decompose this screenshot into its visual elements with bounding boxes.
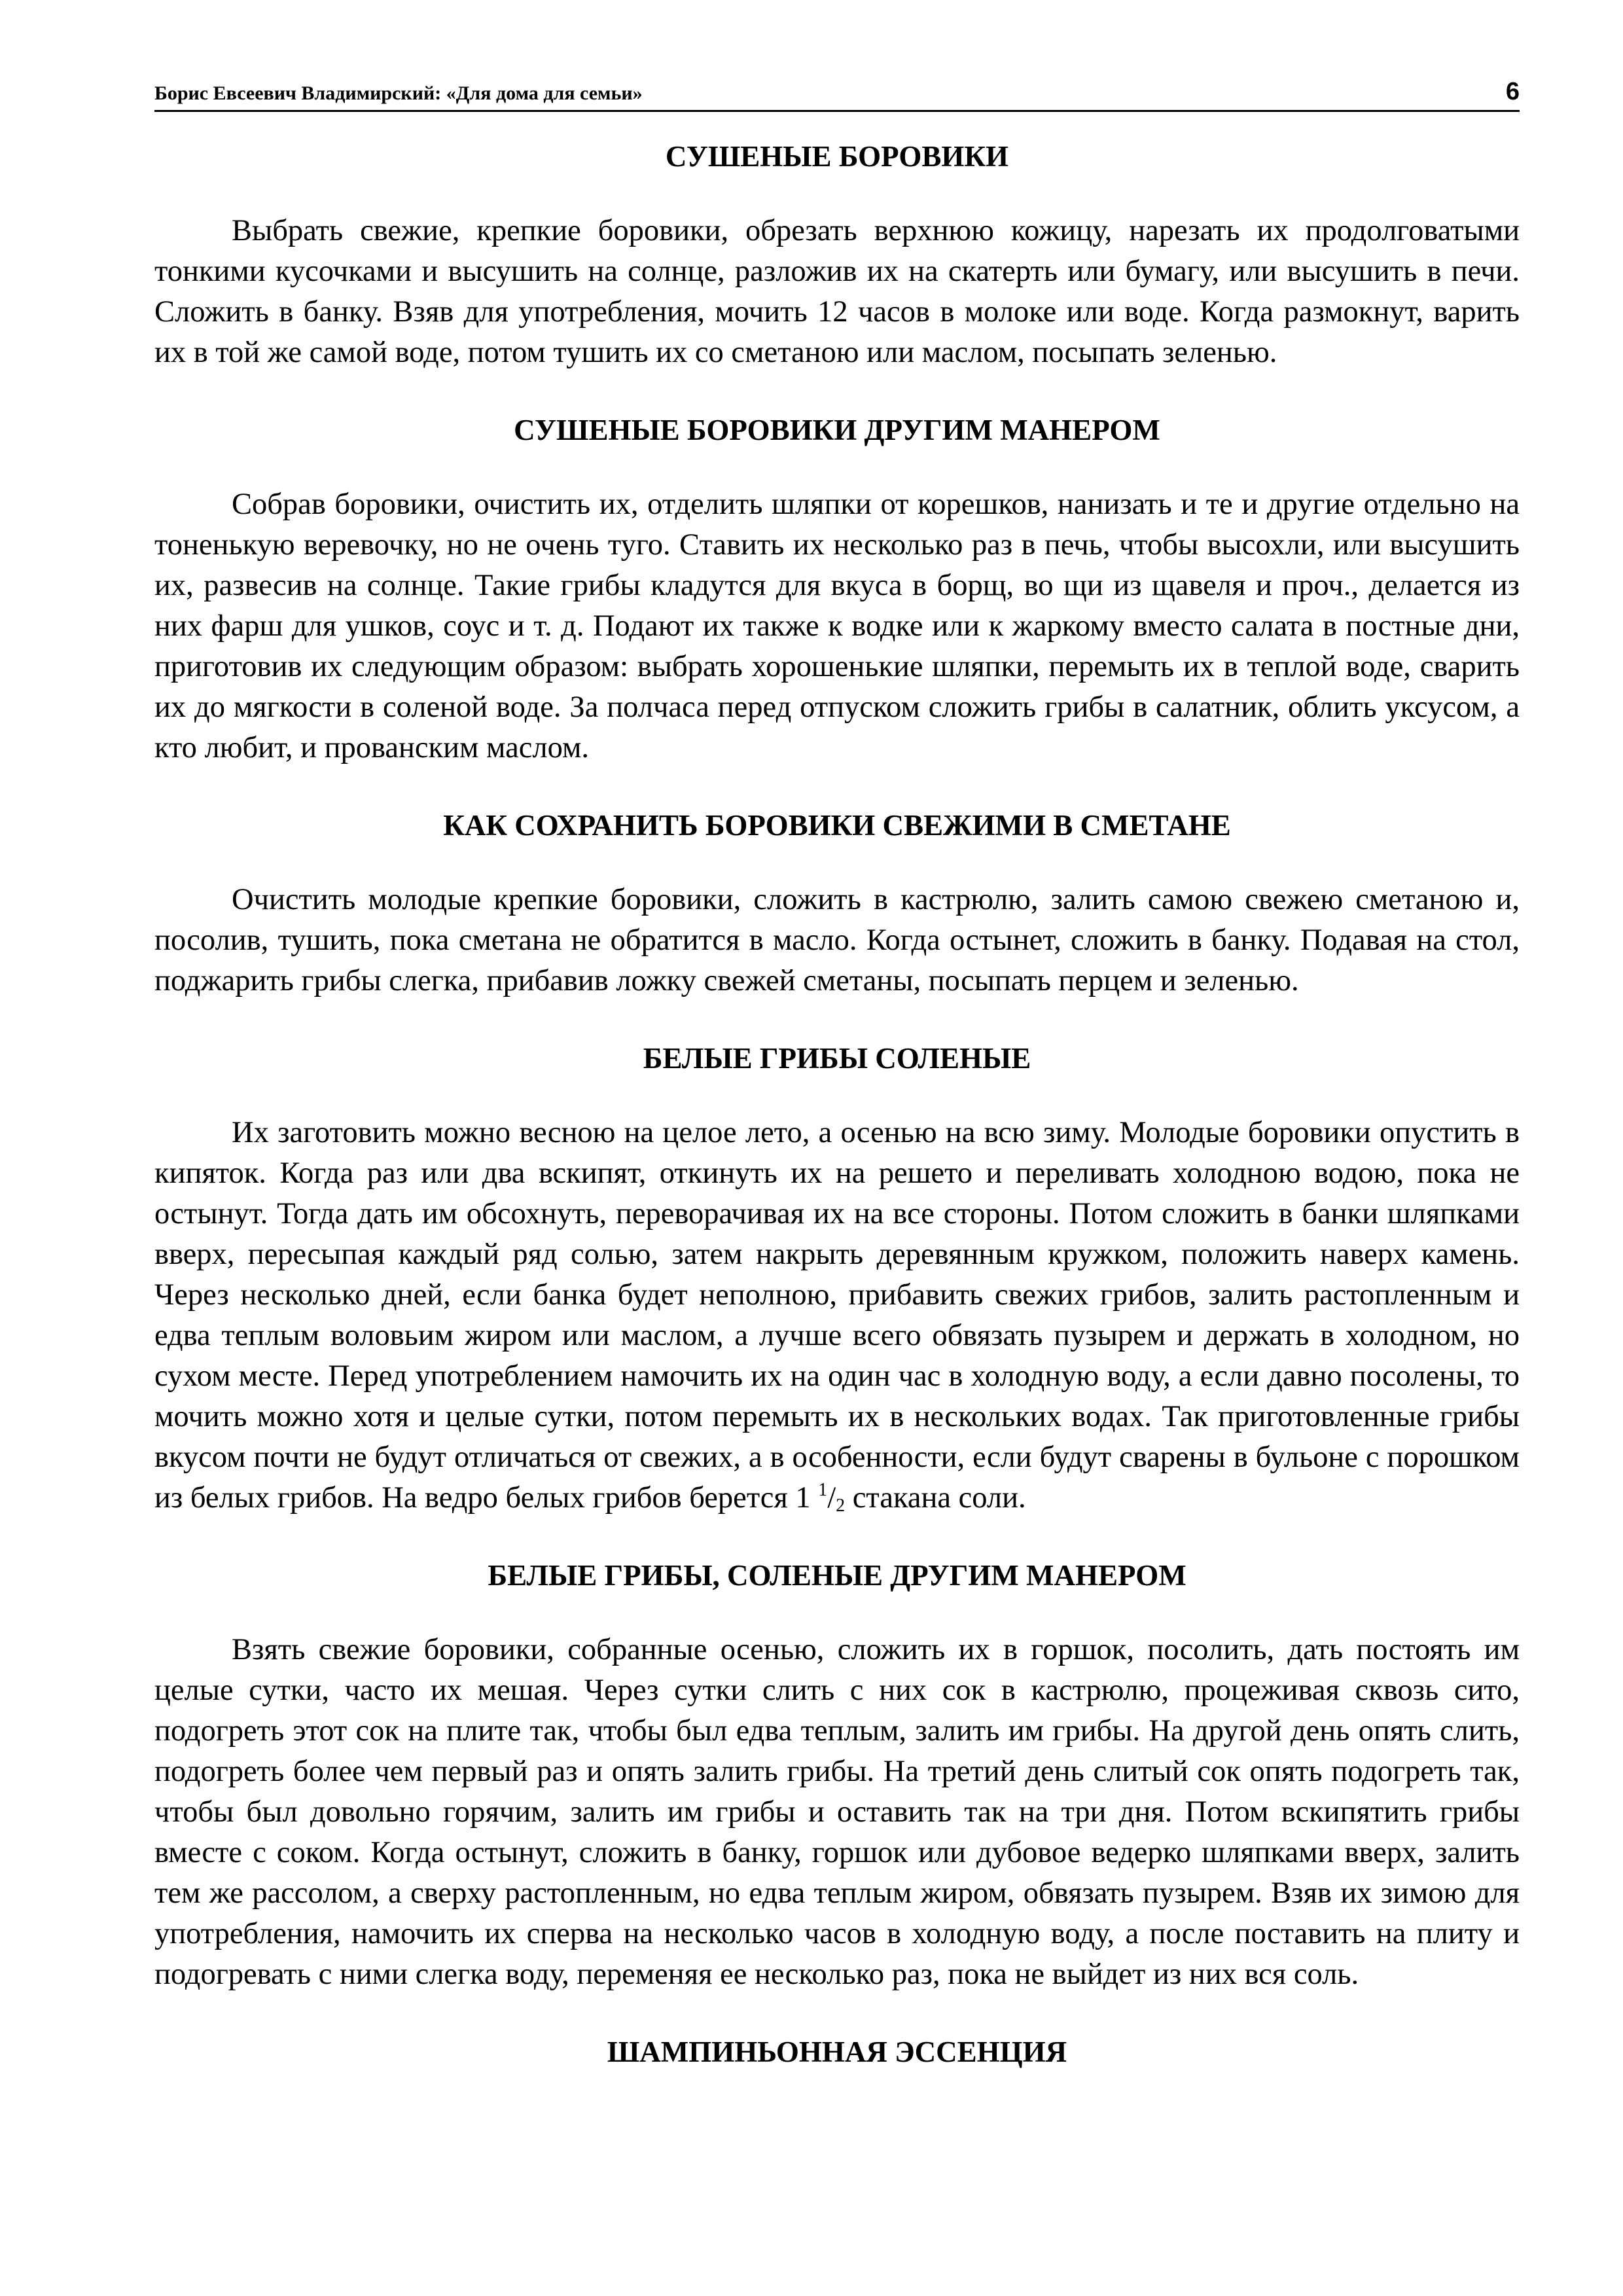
- running-header: [154, 72, 1520, 112]
- section-heading: СУШЕНЫЕ БОРОВИКИ: [665, 140, 1009, 173]
- section-paragraph: Очистить молодые крепкие боровики, сложить в кастрюлю, залить самою свежею сметаною и, посолив, тушить, пока сметана не обратится в масло. Когда остынет, сложить в банку. Подавая на стол, поджарить грибы слегка, прибавив ложку свежей сметаны, посыпать перцем и зеленью.: [154, 883, 1520, 997]
- section-paragraph: Собрав боровики, очистить их, отделить шляпки от корешков, нанизать и те и другие отдельно на тоненькую веревочку, но не очень туго. Ставить их несколько раз в печь, чтобы высохли, или высушить их, развесив на солнце. Такие грибы кладутся для вкуса в борщ, во щи из щавеля и проч., делается из них фарш для ушков, соус и т. д. Подают их также к водке или к жаркому вместо салата в постные дни, приготовив их следующим образом: выбрать хорошенькие шляпки, перемыть их в теплой воде, сварить их до мягкости в соленой воде. За полчаса перед отпуском сложить грибы в салатник, облить уксусом, а кто любит, и прованским маслом.: [154, 488, 1520, 764]
- fraction-whole: 1: [795, 1481, 811, 1515]
- section-heading: КАК СОХРАНИТЬ БОРОВИКИ СВЕЖИМИ В СМЕТАНЕ: [443, 809, 1231, 842]
- section-heading: БЕЛЫЕ ГРИБЫ СОЛЕНЫЕ: [643, 1042, 1031, 1075]
- page-number: 6: [1505, 78, 1520, 105]
- paragraph-text-end: стакана соли.: [852, 1481, 1026, 1515]
- section-paragraph: Их заготовить можно весною на целое лето, а осенью на всю зиму. Молодые боровики опустить в кипяток. Когда раз или два вскипят, откинуть их на решето и переливать холодною водою, пока не остынут. Тогда дать им обсохнуть, переворачивая их на все стороны. Потом сложить в банки шляпками вверх, пересыпая каждый ряд солью, затем накрыть деревянным кружком, положить наверх камень. Через несколько дней, если банка будет неполною, прибавить свежих грибов, залить растопленным и едва теплым воловьим жиром или маслом, а лучше всего обвязать пузырем и держать в холодном, но сухом месте. Перед употреблением намочить их на один час в холодную воду, а если давно посолены, то мочить можно хотя и целые сутки, потом перемыть их в нескольких водах. Так приготовленные грибы вкусом почти не будут отличаться от свежих, а в особенности, если будут сварены в бульоне с порошком из белых грибов. На ведро белых грибов берется 1 $^1/_2$ стакана соли.: [154, 1116, 1520, 1516]
- section-paragraph: Выбрать свежие, крепкие боровики, обрезать верхнюю кожицу, нарезать их продолговатыми тонкими кусочками и высушить на солнце, разложив их на скатерть или бумагу, или высушить в печи. Сложить в банку. Взяв для употребления, мочить 12 часов в молоке или воде. Когда размокнут, варить их в той же самой воде, потом тушить их со сметаною или маслом, посыпать зеленью.: [154, 214, 1520, 369]
- section-heading: СУШЕНЫЕ БОРОВИКИ ДРУГИМ МАНЕРОМ: [514, 414, 1160, 446]
- section-paragraph: Взять свежие боровики, собранные осенью, сложить их в горшок, посолить, дать постоять им целые сутки, часто их мешая. Через сутки слить с них сок в кастрюлю, процеживая сквозь сито, подогреть этот сок на плите так, чтобы был едва теплым, залить им грибы. На другой день опять слить, подогреть более чем первый раз и опять залить грибы. На третий день слитый сок опять подогреть так, чтобы был довольно горячим, залить им грибы и оставить так на три дня. Потом вскипятить грибы вместе с соком. Когда остынут, сложить в банку, горшок или дубовое ведерко шляпками вверх, залить тем же рассолом, а сверху растопленным, но едва теплым жиром, обвязать пузырем. Взяв их зимою для употребления, намочить их сперва на несколько часов в холодную воду, а после поставить на плиту и подогревать с ними слегка воду, переменяя ее несколько раз, пока не выйдет из них вся соль.: [154, 1633, 1520, 1991]
- section-heading: ШАМПИНЬОННАЯ ЭССЕНЦИЯ: [607, 2036, 1067, 2068]
- paragraph-text: Их заготовить можно весною на целое лето, а осенью на всю зиму. Молодые боровики опустить в кипяток. Когда раз или два вскипят, откинуть их на решето и переливать холодною водою, пока не остынут. Тогда дать им обсохнуть, переворачивая их на все стороны. Потом сложить в банки шляпками вверх, пересыпая каждый ряд солью, затем накрыть деревянным кружком, положить наверх камень. Через несколько дней, если банка будет неполною, прибавить свежих грибов, залить растопленным и едва теплым воловьим жиром или маслом, а лучше всего обвязать пузырем и держать в холодном, но сухом месте. Перед употреблением намочить их на один час в холодную воду, а если давно посолены, то мочить можно хотя и целые сутки, потом перемыть их в нескольких водах. Так приготовленные грибы вкусом почти не будут отличаться от свежих, а в особенности, если будут сварены в бульоне с порошком из белых грибов. На ведро белых грибов берется: [154, 1116, 1520, 1515]
- fraction-denominator: 2: [836, 1496, 846, 1516]
- page-content: [154, 136, 1520, 2072]
- book-author-title: Борис Евсеевич Владимирский: «Для дома для семьи»: [154, 82, 643, 104]
- section-heading: БЕЛЫЕ ГРИБЫ, СОЛЕНЫЕ ДРУГИМ МАНЕРОМ: [488, 1559, 1186, 1592]
- fraction-numerator: 1: [818, 1480, 828, 1500]
